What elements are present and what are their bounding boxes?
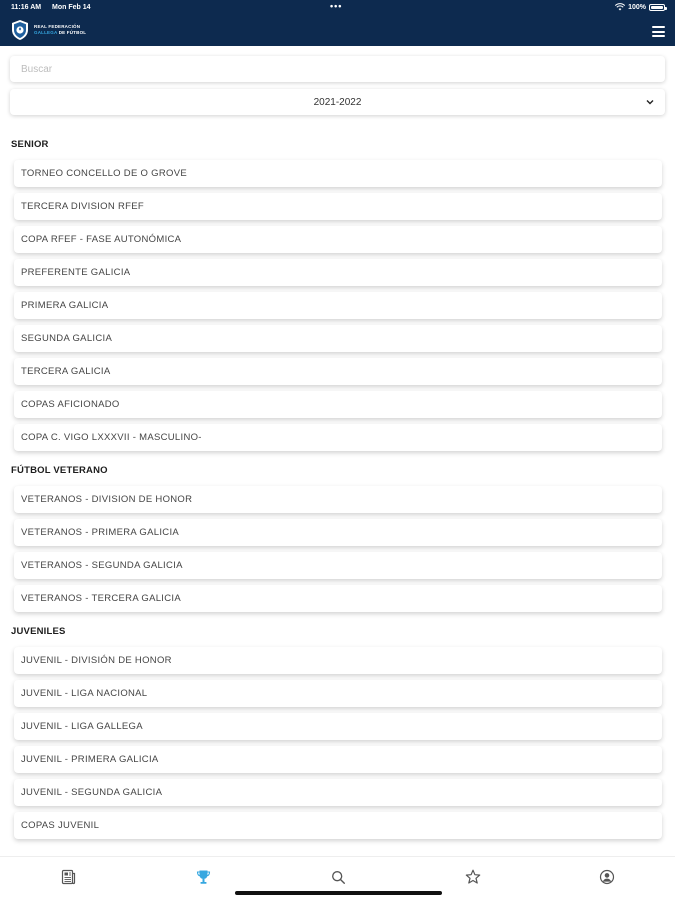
list-item[interactable]: TORNEO CONCELLO DE O GROVE [14,160,662,187]
section-senior [0,134,675,451]
logo-line-2 [34,30,86,36]
logo-text [34,24,86,36]
season-select[interactable] [10,89,665,115]
news-icon [61,869,76,885]
user-icon [599,869,615,885]
list-item[interactable]: JUVENIL - LIGA NACIONAL [14,680,662,707]
search-input[interactable] [10,56,665,82]
multitask-dots-icon[interactable]: ••• [330,1,343,11]
search-icon [331,870,346,885]
list-item[interactable]: VETERANOS - SEGUNDA GALICIA [14,552,662,579]
tab-profile[interactable] [597,867,617,887]
wifi-icon [615,3,625,11]
section-title: JUVENILES [11,626,66,637]
hamburger-menu-icon[interactable] [652,26,665,37]
list-item[interactable]: PREFERENTE GALICIA [14,259,662,286]
status-right [615,3,665,11]
list-item[interactable]: JUVENIL - DIVISIÓN DE HONOR [14,647,662,674]
list-item[interactable]: COPA RFEF - FASE AUTONÓMICA [14,226,662,253]
list-item[interactable]: PRIMERA GALICIA [14,292,662,319]
list-item[interactable]: JUVENIL - PRIMERA GALICIA [14,746,662,773]
section-juveniles [0,621,675,839]
logo-rest: DE FÚTBOL [58,30,87,35]
tab-news[interactable] [58,867,78,887]
trophy-icon [196,869,211,885]
star-icon [465,869,481,885]
status-bar [0,0,675,16]
competition-list [0,134,675,848]
tab-competitions[interactable] [193,867,213,887]
section-title: SENIOR [11,139,49,150]
list-item[interactable]: JUVENIL - LIGA GALLEGA [14,713,662,740]
logo-accent: GALLEGA [34,30,58,35]
home-indicator[interactable] [235,891,442,895]
tab-favorites[interactable] [463,867,483,887]
list-item[interactable]: VETERANOS - TERCERA GALICIA [14,585,662,612]
chevron-down-icon [646,98,654,106]
list-item[interactable]: SEGUNDA GALICIA [14,325,662,352]
list-item[interactable]: VETERANOS - DIVISION DE HONOR [14,486,662,513]
section-title: FÚTBOL VETERANO [11,465,108,476]
section-veterano [0,460,675,612]
list-item[interactable]: VETERANOS - PRIMERA GALICIA [14,519,662,546]
tab-search[interactable] [328,867,348,887]
list-item[interactable]: TERCERA GALICIA [14,358,662,385]
battery-icon [649,4,665,11]
logo-line-1: REAL FEDERACIÓN [34,24,81,29]
app-header [0,0,675,46]
list-item[interactable]: TERCERA DIVISION RFEF [14,193,662,220]
status-time: 11:16 AM [11,4,42,11]
content-area [0,46,675,856]
list-item[interactable]: COPAS JUVENIL [14,812,662,839]
list-item[interactable]: COPAS AFICIONADO [14,391,662,418]
status-date: Mon Feb 14 [52,4,91,11]
crest-icon [10,19,30,41]
list-item[interactable]: COPA C. VIGO LXXXVII - MASCULINO- [14,424,662,451]
battery-percent: 100% [628,3,646,11]
season-value: 2021-2022 [313,97,362,108]
federation-logo[interactable] [10,19,86,41]
list-item[interactable]: JUVENIL - SEGUNDA GALICIA [14,779,662,806]
